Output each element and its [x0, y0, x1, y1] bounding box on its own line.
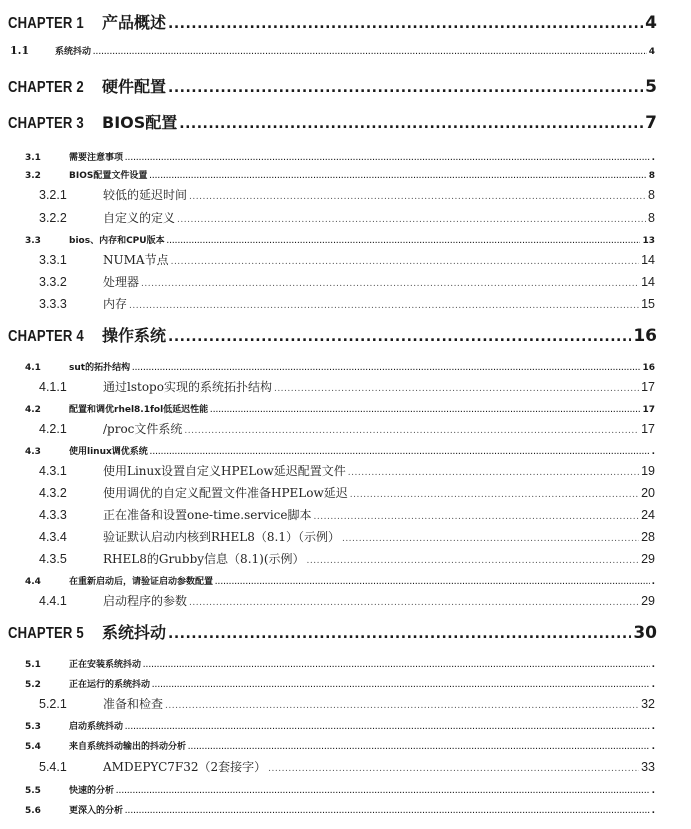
toc-entry-title: 启动系统抖动	[69, 722, 124, 732]
toc-section-entry[interactable]	[39, 462, 655, 479]
toc-entry-title: 更深入的分析	[69, 806, 124, 816]
dot-leader	[314, 512, 640, 522]
toc-entry-title: 产品概述	[102, 13, 167, 32]
dot-leader	[93, 49, 647, 56]
toc-section-entry[interactable]	[39, 273, 655, 290]
toc-entry-number: 3.1	[25, 153, 41, 163]
dot-leader	[129, 301, 639, 311]
toc-section-entry[interactable]	[39, 420, 655, 437]
toc-section-entry[interactable]	[39, 186, 655, 203]
dot-leader	[188, 744, 650, 751]
dot-leader	[125, 155, 650, 162]
toc-entry-page: 5	[645, 77, 657, 97]
toc-entry-number: 5.4	[25, 742, 41, 752]
toc-entry-number: 3.2.2	[39, 211, 67, 225]
toc-entry-title: NUMA节点	[103, 253, 169, 267]
toc-section-entry[interactable]	[39, 506, 655, 523]
dot-leader	[307, 556, 640, 566]
toc-entry-page: .	[651, 742, 655, 752]
toc-entry-page: .	[651, 577, 655, 587]
toc-entry-title: 自定义的定义	[103, 211, 176, 225]
toc-section-entry[interactable]	[39, 695, 655, 712]
toc-entry-number: 4.3	[25, 447, 41, 457]
toc-entry-title: sut的拓扑结构	[69, 363, 131, 373]
toc-entry-title: 配置和调优rhel8.1fol低延迟性能	[69, 405, 209, 415]
toc-section-entry[interactable]	[25, 233, 655, 246]
toc-section-entry[interactable]	[39, 484, 655, 501]
toc-entry-number: 5.2	[25, 680, 41, 690]
toc-entry-number: 1.1	[10, 44, 30, 57]
toc-entry-number: 4.4	[25, 577, 41, 587]
dot-leader	[210, 407, 640, 414]
toc-section-entry[interactable]	[39, 550, 655, 567]
toc-entry-number: 5.1	[25, 660, 41, 670]
toc-entry-title: 系统抖动	[102, 623, 167, 642]
toc-entry-page: 4	[645, 13, 657, 33]
dot-leader	[268, 764, 639, 774]
toc-entry-number: 4.3.4	[39, 530, 67, 544]
toc-entry-page: .	[651, 153, 655, 163]
toc-entry-title: BIOS配置文件设置	[69, 171, 148, 181]
dot-leader	[274, 384, 639, 394]
toc-entry-title: 使用Linux设置自定义HPELow延迟配置文件	[103, 464, 346, 478]
toc-entry-title: 处理器	[103, 275, 140, 289]
toc-section-entry[interactable]	[25, 739, 655, 752]
dot-leader	[342, 534, 639, 544]
toc-entry-number: 4.4.1	[39, 594, 67, 608]
toc-chapter-entry[interactable]	[8, 620, 657, 643]
toc-entry-title: 准备和检查	[103, 697, 164, 711]
toc-section-entry[interactable]	[25, 783, 655, 796]
dot-leader	[165, 701, 639, 711]
toc-entry-number: 3.3.2	[39, 275, 67, 289]
toc-entry-number: 4.3.1	[39, 464, 67, 478]
dot-leader	[132, 365, 640, 372]
toc-entry-title: 正在运行的系统抖动	[69, 680, 151, 690]
dot-leader	[350, 490, 639, 500]
toc-entry-title: 较低的延迟时间	[103, 188, 188, 202]
toc-entry-page: 17	[641, 422, 655, 436]
dot-leader	[168, 80, 643, 96]
toc-entry-page: 14	[641, 275, 655, 289]
toc-entry-number: 5.3	[25, 722, 41, 732]
toc-entry-page: 7	[645, 113, 657, 133]
dot-leader	[125, 808, 650, 815]
toc-entry-title: 快速的分析	[69, 786, 115, 796]
toc-entry-page: 33	[641, 760, 655, 774]
toc-entry-page: 8	[648, 211, 655, 225]
toc-entry-page: .	[651, 447, 655, 457]
toc-entry-page: 17	[642, 405, 655, 415]
toc-section-entry[interactable]	[39, 251, 655, 268]
toc-entry-title: 内存	[103, 297, 128, 311]
dot-leader	[167, 238, 641, 245]
toc-entry-title: 系统抖动	[55, 47, 92, 57]
dot-leader	[149, 173, 646, 180]
toc-entry-number: 5.4.1	[39, 760, 67, 774]
toc-entry-page: 14	[641, 253, 655, 267]
toc-entry-number: CHAPTER 3	[8, 115, 84, 132]
toc-entry-page: 20	[641, 486, 655, 500]
toc-entry-title: 使用linux调优系统	[69, 447, 148, 457]
toc-entry-page: 8	[648, 171, 655, 181]
dot-leader	[179, 116, 643, 132]
toc-entry-title: bios、内存和CPU版本	[69, 236, 165, 246]
toc-entry-number: 4.2	[25, 405, 41, 415]
toc-section-entry[interactable]	[39, 592, 655, 609]
toc-section-entry[interactable]	[25, 719, 655, 732]
dot-leader	[348, 468, 639, 478]
toc-entry-number: 5.2.1	[39, 697, 67, 711]
toc-section-entry[interactable]	[25, 150, 655, 163]
dot-leader	[189, 192, 646, 202]
toc-entry-title: 正在准备和设置one-time.service脚本	[103, 508, 312, 522]
dot-leader	[168, 16, 643, 32]
toc-entry-title: 正在安装系统抖动	[69, 660, 142, 670]
toc-chapter-entry[interactable]	[8, 323, 657, 346]
toc-entry-number: 5.6	[25, 806, 41, 816]
toc-entry-title: 来自系统抖动输出的抖动分析	[69, 742, 187, 752]
toc-entry-title: 使用调优的自定义配置文件准备HPELow延迟	[103, 486, 348, 500]
toc-entry-title: AMDEPYC7F32（2套接字）	[103, 760, 267, 774]
toc-entry-page: .	[651, 660, 655, 670]
toc-entry-title: 操作系统	[102, 326, 167, 345]
dot-leader	[125, 724, 650, 731]
toc-section-entry[interactable]	[39, 295, 655, 312]
toc-entry-page: .	[651, 786, 655, 796]
toc-entry-number: 3.2	[25, 171, 41, 181]
toc-entry-number: 5.5	[25, 786, 41, 796]
toc-entry-page: 15	[641, 297, 655, 311]
toc-section-entry[interactable]	[25, 803, 655, 816]
toc-entry-page: .	[651, 680, 655, 690]
toc-chapter-entry[interactable]	[8, 74, 657, 97]
toc-section-entry[interactable]	[39, 528, 655, 545]
toc-entry-number: 4.3.2	[39, 486, 67, 500]
toc-entry-page: 13	[642, 236, 655, 246]
toc-entry-number: CHAPTER 1	[8, 15, 84, 32]
toc-section-entry[interactable]	[25, 657, 655, 670]
dot-leader	[116, 788, 650, 795]
toc-section-entry[interactable]	[39, 209, 655, 226]
toc-entry-number: CHAPTER 2	[8, 79, 84, 96]
toc-entry-page: 8	[648, 188, 655, 202]
toc-entry-page: 17	[641, 380, 655, 394]
toc-chapter-entry[interactable]	[8, 110, 657, 133]
toc-entry-title: 需要注意事项	[69, 153, 124, 163]
toc-entry-page: 28	[641, 530, 655, 544]
dot-leader	[171, 257, 640, 267]
toc-entry-title: /proc文件系统	[103, 422, 183, 436]
toc-entry-page: 24	[641, 508, 655, 522]
toc-section-entry[interactable]	[25, 360, 655, 373]
dot-leader	[184, 426, 639, 436]
toc-entry-page: .	[651, 722, 655, 732]
dot-leader	[215, 579, 650, 586]
toc-entry-number: 4.3.5	[39, 552, 67, 566]
toc-entry-page: 29	[641, 552, 655, 566]
toc-entry-page: 30	[633, 623, 657, 643]
toc-entry-page: 16	[633, 326, 657, 346]
toc-entry-number: 3.3.1	[39, 253, 67, 267]
toc-entry-number: 4.2.1	[39, 422, 67, 436]
toc-entry-number: 3.2.1	[39, 188, 67, 202]
toc-section-entry[interactable]	[25, 444, 655, 457]
toc-entry-page: 19	[641, 464, 655, 478]
toc-section-entry[interactable]	[25, 168, 655, 181]
toc-section-entry[interactable]	[39, 758, 655, 775]
toc-section-entry[interactable]	[25, 574, 655, 587]
toc-entry-page: 29	[641, 594, 655, 608]
toc-chapter-entry[interactable]	[8, 10, 657, 33]
toc-entry-number: CHAPTER 5	[8, 625, 84, 642]
toc-entry-title: RHEL8的Grubby信息（8.1)(示例）	[103, 552, 305, 566]
toc-section-entry[interactable]	[39, 378, 655, 395]
toc-entry-title: 验证默认启动内核到RHEL8（8.1）（示例）	[103, 530, 340, 544]
toc-entry-page: 4	[648, 47, 655, 57]
dot-leader	[189, 598, 639, 608]
toc-entry-title: 启动程序的参数	[103, 594, 188, 608]
toc-section-entry[interactable]	[10, 44, 655, 57]
toc-entry-title: 在重新启动后，请验证启动参数配置	[69, 577, 214, 587]
dot-leader	[168, 626, 631, 642]
toc-section-entry[interactable]	[25, 677, 655, 690]
dot-leader	[168, 329, 631, 345]
toc-entry-page: 16	[642, 363, 655, 373]
toc-entry-number: 4.1.1	[39, 380, 67, 394]
toc-section-entry[interactable]	[25, 402, 655, 415]
dot-leader	[177, 215, 646, 225]
toc-entry-page: 32	[641, 697, 655, 711]
toc-entry-number: 3.3.3	[39, 297, 67, 311]
dot-leader	[150, 449, 650, 456]
dot-leader	[141, 279, 639, 289]
toc-entry-number: CHAPTER 4	[8, 328, 84, 345]
toc-entry-title: 通过lstopo实现的系统拓扑结构	[103, 380, 272, 394]
toc-entry-page: .	[651, 806, 655, 816]
toc-entry-number: 4.1	[25, 363, 41, 373]
toc-entry-title: 硬件配置	[102, 77, 167, 96]
dot-leader	[152, 682, 650, 689]
toc-entry-number: 3.3	[25, 236, 41, 246]
toc-entry-number: 4.3.3	[39, 508, 67, 522]
toc-entry-title: BIOS配置	[102, 113, 178, 132]
dot-leader	[143, 662, 650, 669]
